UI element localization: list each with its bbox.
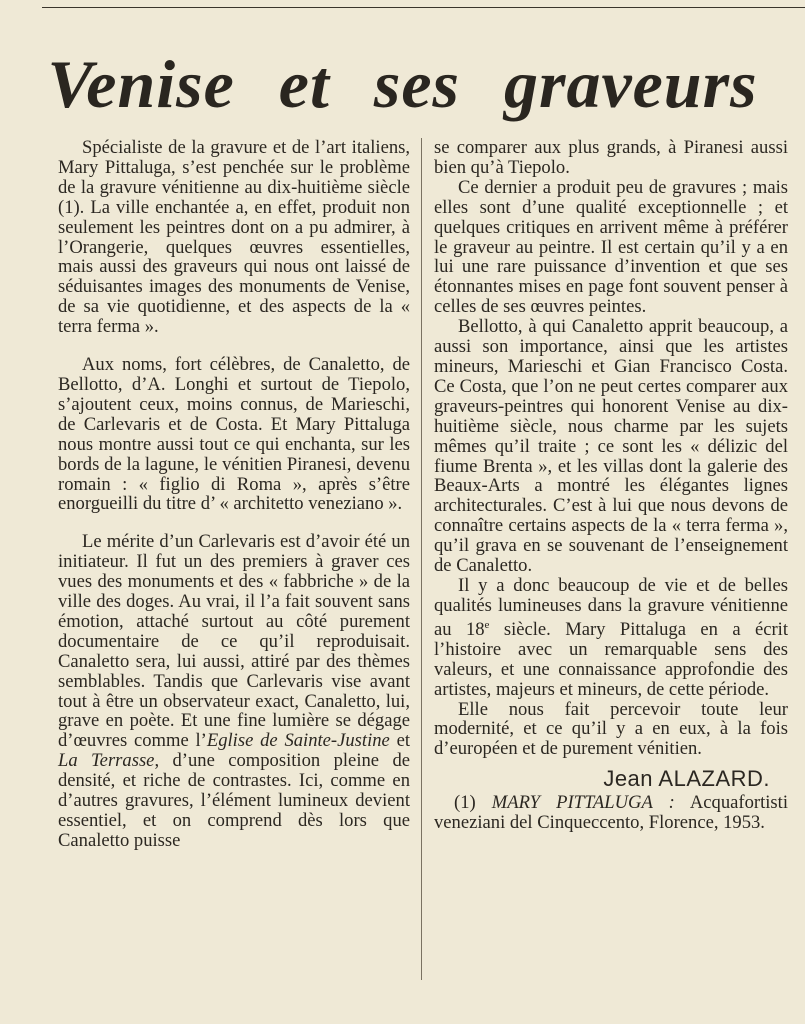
text-carlevaris-b: et <box>389 730 411 752</box>
text-carlevaris-a: Le mérite d’un Carlevaris est d’avoir été un initiateur. Il fut un des premiers à graver ces vues des monuments et des « fabbriche » de la ville des doges. Au vrai, il l’a fait souvent sans émotion, attaché surtout au côté purement documentaire de ce qu’il reproduisait. Canaletto sera, lui aussi, attiré par des thèmes semblables. Tandis que Carlevaris vise avant tout à être un observateur exact, Canaletto, lui, grave en poète. Et une fine lumière se dégage d’œuvres comme l’ <box>58 531 410 752</box>
article-title: Venise et ses graveurs <box>47 46 758 122</box>
author-signature: Jean ALAZARD. <box>603 766 770 792</box>
paragraph-modernity: Elle nous fait percevoir toute leur modernité, et ce qu’il y a en eux, à la fois d’européen et de purement vénitien. <box>434 698 788 760</box>
footnote-reference: Acquafortisti veneziani del Cinqueccento, Florence, 1953. <box>434 792 788 834</box>
footnote-author: MARY PITTALUGA : <box>491 792 675 814</box>
superscript-e: e <box>484 618 490 631</box>
paragraph-bellotto: Bellotto, à qui Canaletto apprit beaucoup, a aussi son importance, ainsi que les artistes mineurs, Marieschi et Gian Francisco Costa. Ce Costa, que l’on ne peut certes comparer aux graveurs-peintres qui honorent Venise au dix-huitième siècle, nous charme par les sujets mêmes qu’il traite ; ce sont les « délizic del fiume Brenta », et les villas dont la galerie des Beaux-Arts a montré les élégantes lignes architecturales. C’est à lui que nous devons de connaître certains aspects de la « terra ferma », qu’il grava en se souvenant de l’enseignement de Canaletto. <box>434 316 788 577</box>
paragraph-carlevaris <box>58 532 410 851</box>
left-column <box>58 138 410 851</box>
text-conclusion-a: Il y a donc beaucoup de vie et de belles qualités lumineuses dans la gravure vénitienne au 18 <box>434 574 788 640</box>
top-rule <box>42 7 805 8</box>
footnote-number: (1) <box>454 792 492 814</box>
artwork-title-eglise: Eglise de Sainte-Justine <box>206 730 390 752</box>
artwork-title-terrasse: La Terrasse <box>58 750 155 772</box>
paragraph-tiepolo: Ce dernier a produit peu de gravures ; mais elles sont d’une qualité exceptionnelle ; et quelques critiques en arrivent même à préférer le graveur au peintre. Il est certain qu’il y a en lui une rare puissance d’invention et que ses étonnantes mises en page font souvent penser à celles de ses œuvres peintes. <box>434 176 788 318</box>
column-divider <box>421 138 422 980</box>
paragraph-conclusion <box>434 576 788 700</box>
right-column <box>434 138 788 833</box>
paragraph-names: Aux noms, fort célèbres, de Canaletto, de Bellotto, d’A. Longhi et surtout de Tiepolo, s’ajoutent ceux, moins connus, de Marieschi, de Carlevaris et de Costa. Et Mary Pittaluga nous montre aussi tout ce qui enchanta, sur les bords de la lagune, le vénitien Piranesi, devenu romain : « figlio di Roma », après s’être enorgueilli du titre d’ « architetto veneziano ». <box>58 354 410 515</box>
paragraph-intro: Spécialiste de la gravure et de l’art italiens, Mary Pittaluga, s’est penchée sur le problème de la gravure vénitienne au dix-huitième siècle (1). La ville enchantée a, en effet, produit non seulement les peintres dont on a pu admirer, à l’Orangerie, quelques œuvres essentielles, mais aussi des graveurs qui nous ont laissé de séduisantes images des monuments de Venise, de sa vie quotidienne, et des aspects de la « terra ferma ». <box>58 137 410 338</box>
text-carlevaris-c: , d’une composition pleine de densité, et riche de contrastes. Ici, comme en d’autres gravures, l’élément lumineux devient essentiel, et on comprend dès lors que Canaletto puisse <box>58 750 410 851</box>
paragraph-continuation: se comparer aux plus grands, à Piranesi aussi bien qu’à Tiepolo. <box>434 137 788 178</box>
footnote <box>434 793 788 833</box>
text-conclusion-b: siècle. Mary Pittaluga en a écrit l’histoire avec un remarquable sens des valeurs, et une connaissance approfondie des artistes, majeurs et mineurs, de cette période. <box>434 618 788 700</box>
